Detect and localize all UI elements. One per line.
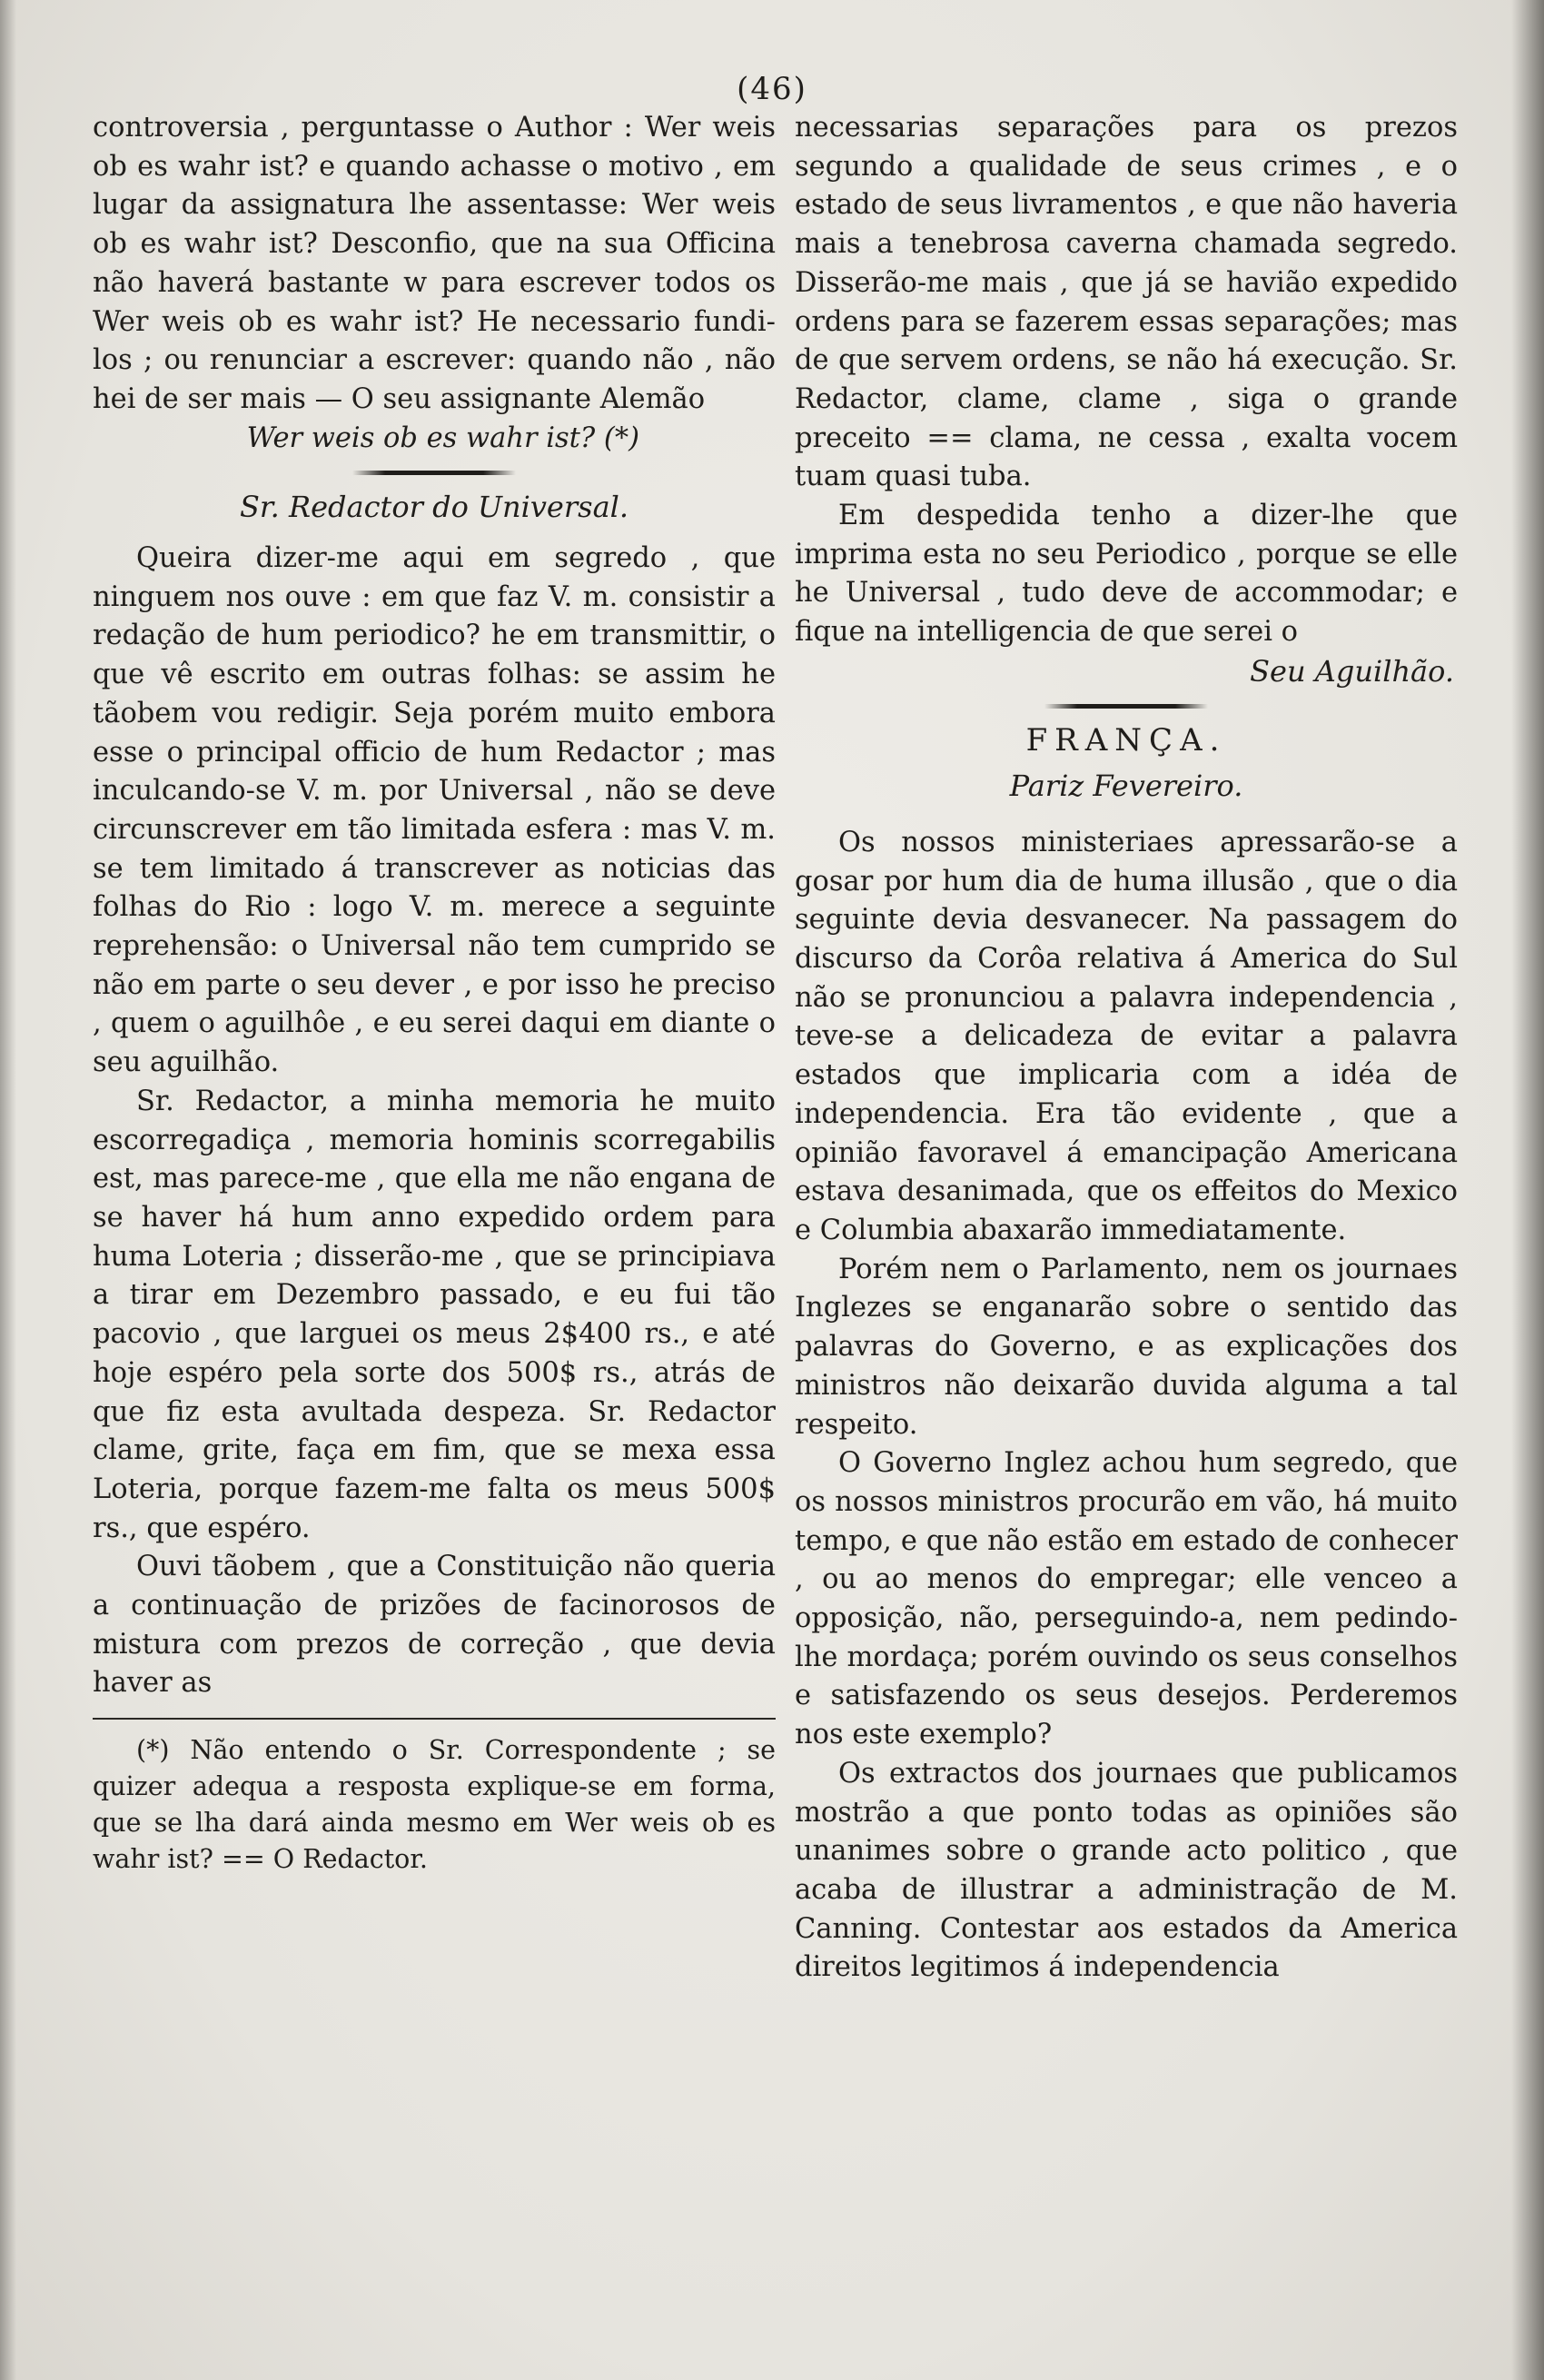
right-paragraph-5: O Governo Inglez achou hum segredo, que os nossos ministros procurão em vão, há muito tempo, e que não estão em estado de conhecer , ou ao menos do empregar; elle venceo a opposição, não, perseguindo-a, nem pedindo-lhe mordaça; porém ouvindo os seus conselhos e satisfazendo os seus desejos. Perderemos nos este exemplo? <box>795 1447 1458 1751</box>
left-paragraph-4: Ouvi tãobem , que a Constituição não queria a continuação de prizões de facinorosos de mistura com prezos de correção , que devia haver as <box>93 1551 776 1700</box>
right-signature: Seu Aguilhão. <box>1250 653 1454 689</box>
right-column <box>795 109 1458 1988</box>
left-signature: Wer weis ob es wahr ist? (*) <box>246 421 639 454</box>
section-divider <box>352 471 516 475</box>
right-paragraph-3: Os nossos ministeriaes apressarão-se a gosar por hum dia de huma illusão , que o dia seguinte devia desvanecer. Na passagem do discurso da Corôa relativa á America do Sul não se pronunciou a palavra independencia , teve-se a delicadeza de evitar a palavra estados que implicaria com a idéa de independencia. Era tão evidente , que a opinião favoravel á emancipação Americana estava desanimada, que os effeitos do Mexico e Columbia abaxarão immediatamente. <box>795 826 1458 1246</box>
right-paragraph-1: necessarias separações para os prezos segundo a qualidade de seus crimes , e o estado de seus livramentos , e que não haveria mais a tenebrosa caverna chamada segredo. Disserão-me mais , que já se havião expedido ordens para se fazerem essas separações; mas de que servem ordens, se não há execução. Sr. Redactor, clame, clame , siga o grande preceito == clama, ne cessa , exalta vocem tuam quasi tuba. <box>795 112 1458 493</box>
page-number: (46) <box>737 71 807 107</box>
left-column <box>93 109 776 1878</box>
section-divider <box>1044 704 1208 709</box>
right-paragraph-4: Porém nem o Parlamento, nem os journaes Inglezes se enganarão sobre o sentido das palavras do Governo, e as explicações dos ministros não deixarão duvida alguma a tal respeito. <box>795 1253 1458 1441</box>
right-paragraph-6: Os extractos dos journaes que publicamos mostrão a que ponto todas as opiniões são unanimes sobre o grande acto politico , que acaba de illustrar a administração de M. Canning. Contestar aos estados da America direitos legitimos á independencia <box>795 1757 1458 1984</box>
letter-heading: Sr. Redactor do Universal. <box>239 490 629 525</box>
page-edge-shadow-right <box>1511 0 1544 2380</box>
left-paragraph-2: Queira dizer-me aqui em segredo , que ninguem nos ouve : em que faz V. m. consistir a redação de hum periodico? he em transmittir, o que vê escrito em outras folhas: se assim he tãobem vou redigir. Seja porém muito embora esse o principal officio de hum Redactor ; mas inculcando-se V. m. por Universal , não se deve circunscrever em tão limitada esfera : mas V. m. se tem limitado á transcrever as noticias das folhas do Rio : logo V. m. merece a seguinte reprehensão: o Universal não tem cumprido se não em parte o seu dever , e por isso he preciso , quem o aguilhôe , e eu serei daqui em diante o seu aguilhão. <box>93 542 776 1079</box>
left-paragraph-3: Sr. Redactor, a minha memoria he muito escorregadiça , memoria hominis scorregabilis est, mas parece-me , que ella me não engana de se haver há hum anno expedido ordem para huma Loteria ; disserão-me , que se principiava a tirar em Dezembro passado, e eu fui tão pacovio , que larguei os meus 2$400 rs., e até hoje espéro pela sorte dos 500$ rs., atrás de que fiz esta avultada despeza. Sr. Redactor clame, grite, faça em fim, que se mexa essa Loteria, porque fazem-me falta os meus 500$ rs., que espéro. <box>93 1085 776 1544</box>
right-paragraph-2: Em despedida tenho a dizer-lhe que imprima esta no seu Periodico , porque se elle he Universal , tudo deve de accommodar; e fique na intelligencia de que serei o <box>795 500 1458 649</box>
dateline: Pariz Fevereiro. <box>1009 769 1243 804</box>
section-title: FRANÇA. <box>1025 721 1227 759</box>
left-paragraph-1: controversia , perguntasse o Author : Wer weis ob es wahr ist? e quando achasse o motivo , em lugar da assignatura lhe assentasse: Wer weis ob es wahr ist? Desconfio, que na sua Officina não haverá bastante w para escrever todos os Wer weis ob es wahr ist? He necessario fundi-los ; ou renunciar a escrever: quando não , não hei de ser mais — O seu assignante Alemão <box>93 112 776 415</box>
page-edge-shadow-left <box>0 0 16 2380</box>
footnote: (*) Não entendo o Sr. Correspondente ; se quizer adequa a resposta explique-se em forma, que se lha dará ainda mesmo em Wer weis ob es wahr ist? == O Redactor. <box>93 1735 776 1875</box>
footnote-rule <box>93 1718 776 1720</box>
